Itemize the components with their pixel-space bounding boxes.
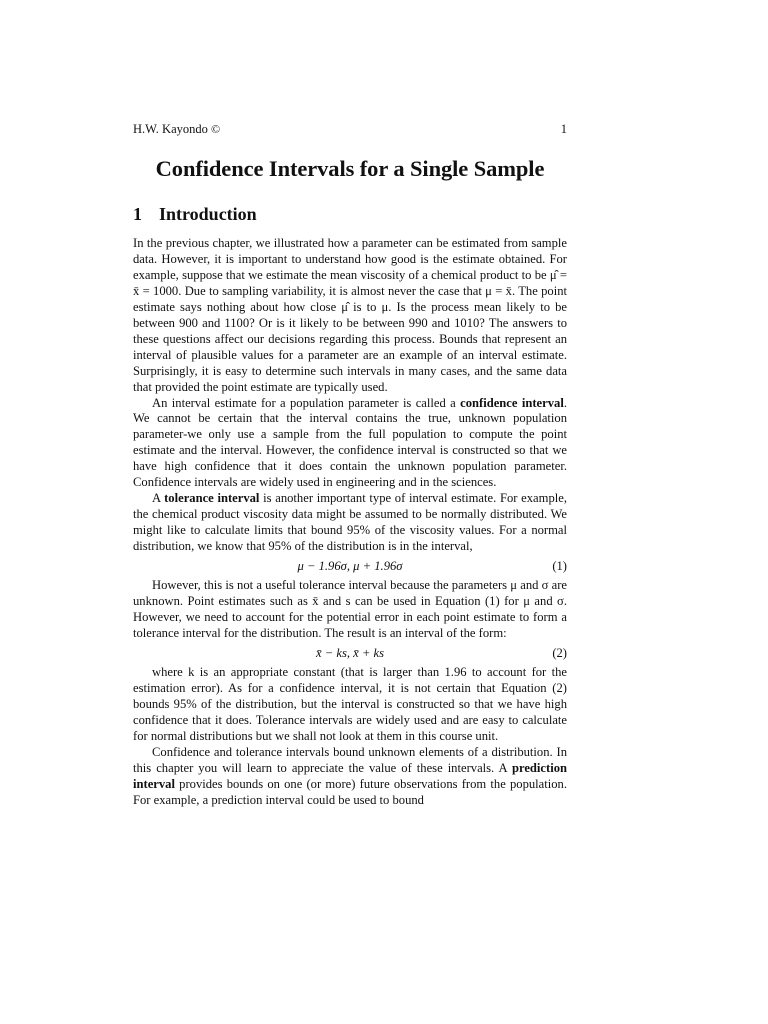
equation-2-number: (2) [552,645,567,660]
paragraph-2-text-a: An interval estimate for a population parameter is called a [152,395,461,410]
paragraph-3-text-a: A [152,491,165,506]
section-heading [133,203,257,225]
body-text [133,236,567,808]
author-name: H.W. Kayondo [133,122,208,136]
equation-2-expression: x̄ − ks, x̄ + ks [315,645,385,660]
paragraph-4: However, this is not a useful tolerance interval because the parameters μ and σ are unknown. Point estimates such as x̄ and s can be used in Equation (1) for μ and σ. However, we need to account for the potential error in each point estimate to form a tolerance interval for the distribution. The result is an interval of the form: [133,578,567,640]
section-title: Introduction [159,204,257,224]
document-title: Confidence Intervals for a Single Sample [155,156,545,181]
paragraph-3 [133,491,567,555]
paragraph-6-text-b: provides bounds on one (or more) future observations from the population. For example, a prediction interval could be used to bound [133,776,567,807]
paragraph-6 [133,745,567,809]
copyright-symbol: © [211,122,221,136]
document-page [133,0,567,1024]
equation-1 [133,558,567,574]
paragraph-5: where k is an appropriate constant (that is larger than 1.96 to account for the estimation error). As for a confidence interval, it is not certain that Equation (2) bounds 95% of the distribution, but the interval is constructed so that we have high confidence that it does. Tolerance intervals are widely used and are easy to calculate for normal distributions but we shall not look at them in this course unit. [133,664,567,743]
term-confidence-interval: confidence interval [460,395,564,410]
header-author [133,121,220,137]
page-number: 1 [560,122,567,136]
paragraph-2-text-b: . We cannot be certain that the interval contains the true, unknown population parameter-we only use a sample from the full population to compute the point estimate and the interval. However, the confidence interval is constructed so that we have high confidence that it does contain the unknown population parameter. Confidence intervals are widely used in engineering and in the sciences. [133,395,567,490]
equation-2 [133,645,567,661]
paragraph-6-text-a: Confidence and tolerance intervals bound unknown elements of a distribution. In this chapter you will learn to appreciate the value of these intervals. A [133,744,567,775]
paragraph-2 [133,396,567,492]
equation-1-expression: μ − 1.96σ, μ + 1.96σ [297,559,403,574]
paragraph-1: In the previous chapter, we illustrated how a parameter can be estimated from sample data. However, it is important to understand how good is the estimate obtained. For example, suppose that we estimate the mean viscosity of a chemical product to be μ̂ = x̄ = 1000. Due to sampling variability, it is almost never the case that μ = x̄. The point estimate says nothing about how close μ̂ is to μ. Is the process mean likely to be between 900 and 1100? Or is it likely to be between 990 and 1010? The answers to these questions affect our decisions regarding this process. Bounds that represent an interval of plausible values for a parameter are an example of an interval estimate. Surprisingly, it is easy to determine such intervals in many cases, and the same data that provided the point estimate are typically used. [133,236,567,394]
paragraph-3-text-b: is another important type of interval estimate. For example, the chemical product viscosity data might be assumed to be normally distributed. We might like to calculate limits that bound 95% of the viscosity values. For a normal distribution, we know that 95% of the distribution is in the interval, [133,491,567,554]
section-number: 1 [133,204,142,224]
term-tolerance-interval: tolerance interval [164,491,260,506]
equation-1-number: (1) [552,559,567,574]
term-prediction-interval: prediction interval [133,760,567,791]
